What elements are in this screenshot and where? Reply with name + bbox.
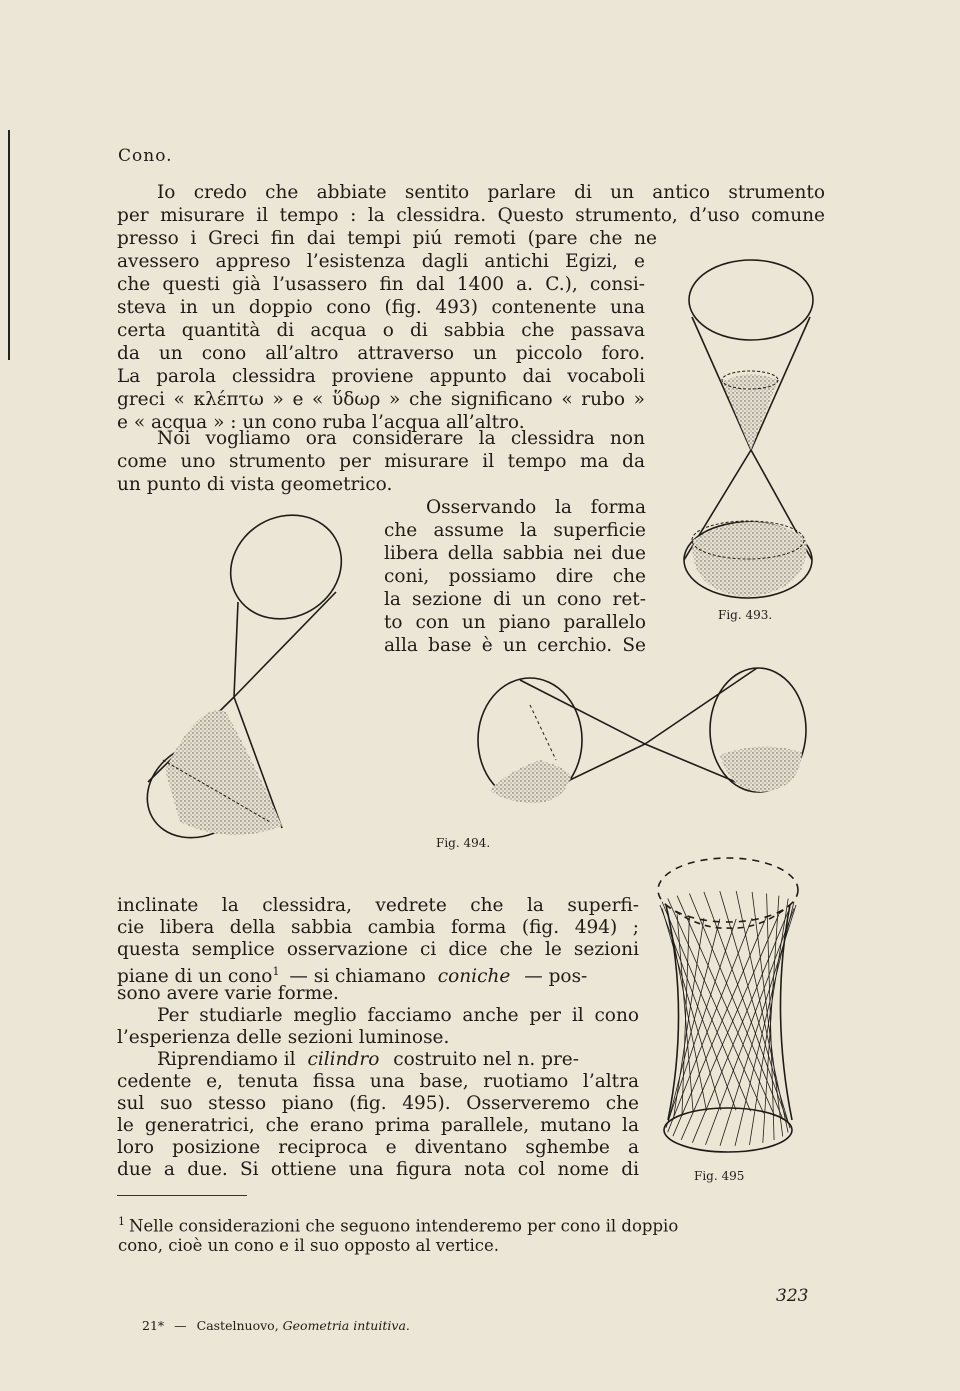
generatrix-line (677, 914, 693, 1113)
text-line: to con un piano parallelo (384, 612, 646, 633)
text-line: Noi vogliamo ora considerare la clessidra non (157, 428, 645, 449)
text-line: cie libera della sabbia cambia forma (fig. 494) ; (117, 917, 639, 938)
text-line: per misurare il tempo : la clessidra. Questo strumento, d’uso comune (117, 205, 825, 226)
text-line: Io credo che abbiate sentito parlare di un antico strumento (157, 182, 825, 203)
text-line: che assume la superficie (384, 520, 646, 541)
text-line: e « acqua » : un cono ruba l’acqua all’altro. (117, 412, 525, 433)
text-line: che questi già l’usassero fin dal 1400 a. C.), consi- (117, 274, 645, 295)
text-line: Per studiarle meglio facciamo anche per il cono (157, 1005, 639, 1026)
generatrix-line (681, 914, 779, 1140)
imprint-author: Castelnuovo, (196, 1318, 279, 1333)
text-line: inclinate la clessidra, vedrete che la superfi- (117, 895, 639, 916)
generatrix-line (668, 919, 720, 1124)
text-line: la sezione di un cono ret- (384, 589, 646, 610)
caption-fig-493: Fig. 493. (718, 608, 773, 622)
caption-fig-494: Fig. 494. (436, 836, 491, 850)
text-line: coni, possiamo dire che (384, 566, 646, 587)
imprint-dash: — (174, 1318, 187, 1333)
footnote-text: Nelle considerazioni che seguono intenderemo per cono il doppio (129, 1216, 679, 1236)
text-line: un punto di vista geometrico. (117, 474, 393, 495)
text-line: le generatrici, che erano prima parallele, mutano la (117, 1115, 639, 1136)
text-fragment: piane di un cono (117, 966, 273, 988)
term-coniche: coniche (437, 966, 511, 988)
text-fragment: — si chiamano (289, 966, 426, 988)
text-line: cedente e, tenuta fissa una base, ruotiamo l’altra (117, 1071, 639, 1092)
text-line: steva in un doppio cono (fig. 493) contenente una (117, 297, 645, 318)
signature-mark: 21* (142, 1318, 165, 1333)
footnote-line: cono, cioè un cono e il suo opposto al vertice. (118, 1236, 500, 1255)
text-line: loro posizione reciproca e diventano sghembe a (117, 1137, 639, 1158)
text-line: avessero appreso l’esistenza dagli antichi Egizi, e (117, 251, 645, 272)
text-line: come uno strumento per misurare il tempo ma da (117, 451, 645, 472)
text-line: alla base è un cerchio. Se (384, 635, 646, 656)
text-line: sono avere varie forme. (117, 983, 339, 1004)
footnote-marker: 1 (118, 1215, 125, 1228)
text-line: Osservando la forma (426, 497, 646, 518)
text-line: La parola clessidra proviene appunto dai vocaboli (117, 366, 645, 387)
text-fragment: costruito nel n. pre- (393, 1049, 580, 1070)
text-line: questa semplice osservazione ci dice che le sezioni (117, 939, 639, 960)
footnote-ref: 1 (272, 965, 280, 978)
text-line: da un cono all’altro attraverso un piccolo foro. (117, 343, 645, 364)
text-line: presso i Greci fin dai tempi piú remoti (pare che ne (117, 228, 657, 249)
text-fragment: — pos- (524, 966, 588, 988)
text-line: sul suo stesso piano (fig. 495). Osserveremo che (117, 1093, 639, 1114)
caption-fig-495: Fig. 495 (694, 1169, 745, 1183)
generatrix-line (662, 908, 721, 1110)
generatrix-line (660, 905, 736, 1110)
section-header: Cono. (118, 146, 173, 166)
term-cilindro: cilindro (307, 1049, 380, 1070)
text-line: libera della sabbia nei due (384, 543, 646, 564)
text-line: due a due. Si ottiene una figura nota col nome di (117, 1159, 639, 1180)
text-line: greci « κλέπτω » e « ὕδωρ » che significano « rubo » (117, 389, 645, 410)
page-number: 323 (776, 1286, 809, 1306)
text-line: l’esperienza delle sezioni luminose. (117, 1027, 450, 1048)
generatrix-line (689, 894, 783, 1120)
text-fragment: Riprendiamo il (157, 1049, 296, 1070)
text-line: certa quantità di acqua o di sabbia che passava (117, 320, 645, 341)
imprint-title: Geometria intuitiva. (282, 1318, 410, 1333)
